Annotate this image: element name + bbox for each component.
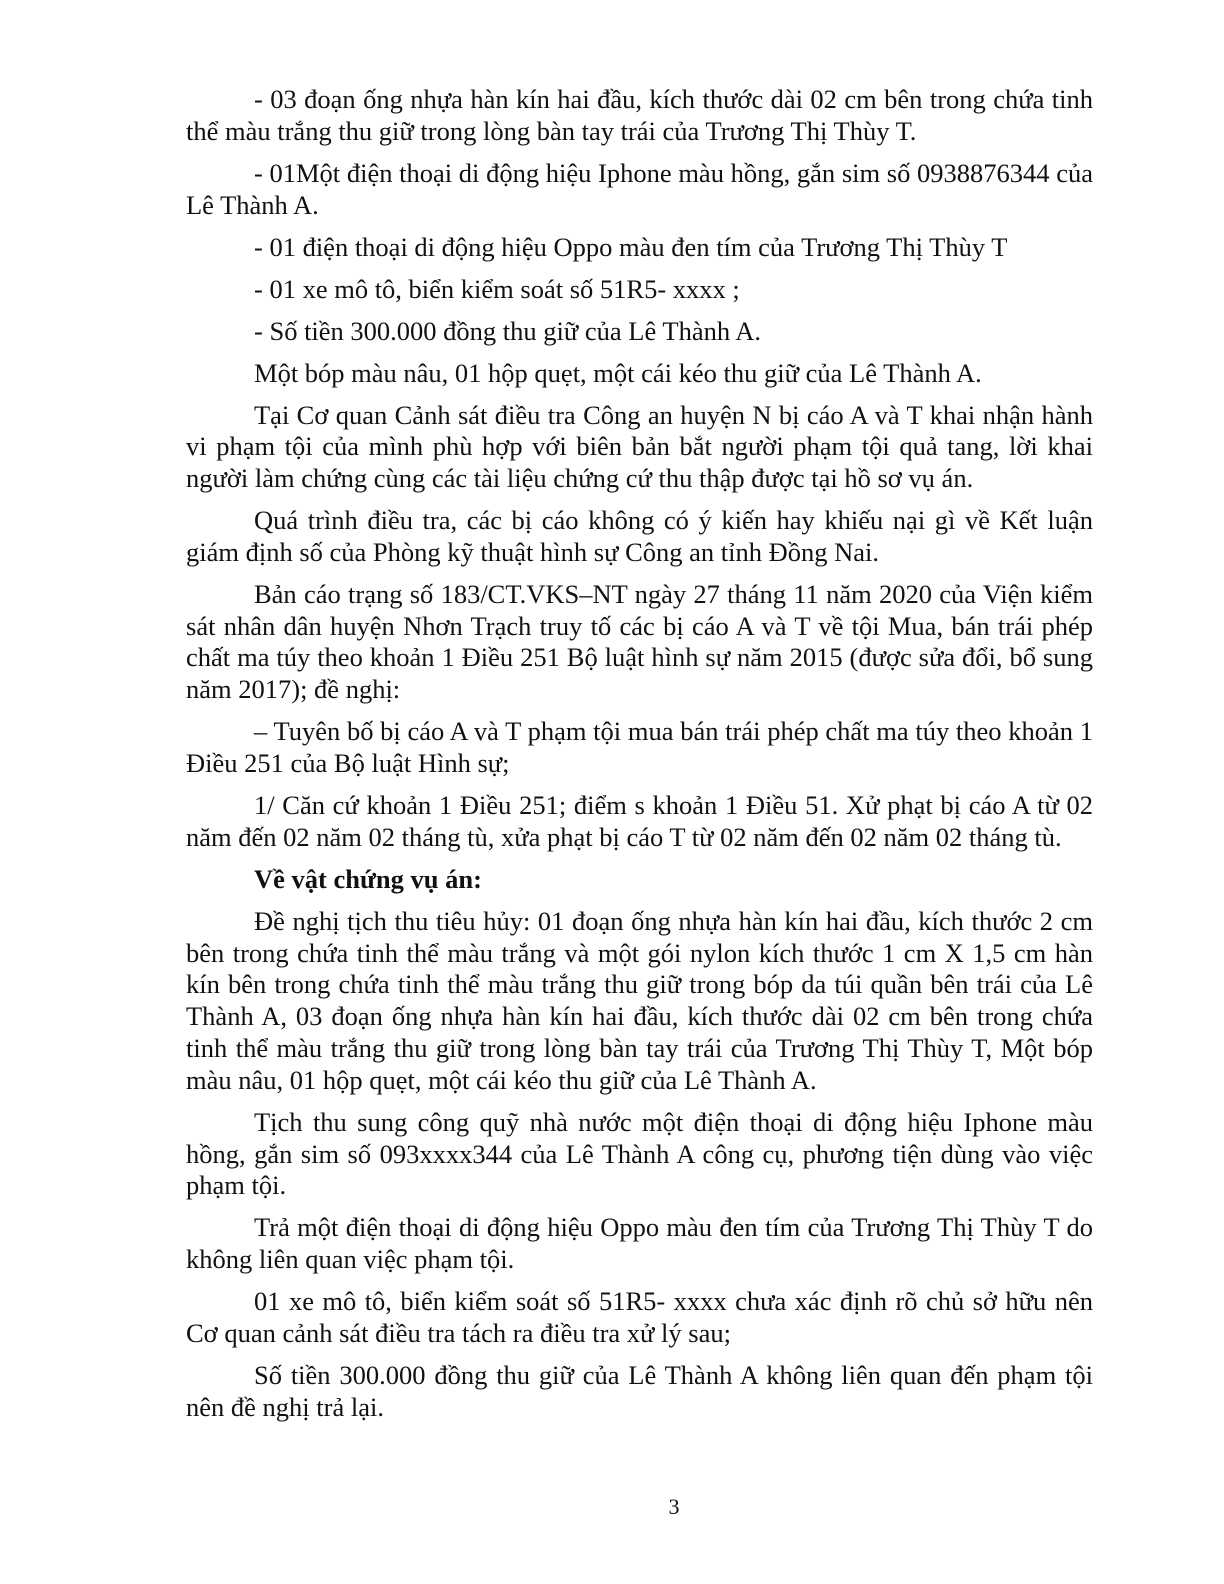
paragraph: Một bóp màu nâu, 01 hộp quẹt, một cái kéo thu giữ của Lê Thành A. [254, 357, 982, 388]
evidence-list-item: - Số tiền 300.000 đồng thu giữ của Lê Thành A. [254, 315, 762, 346]
document-body [186, 84, 1093, 1434]
section-heading: Về vật chứng vụ án: [254, 863, 482, 894]
paragraph: 1/ Căn cứ khoản 1 Điều 251; điểm s khoản 1 Điều 51. Xử phạt bị cáo A từ 02 năm đến 02 năm 02 tháng tù, xửa phạt bị cáo T từ 02 năm đến 02 năm 02 tháng tù. [186, 790, 1093, 852]
paragraph: Quá trình điều tra, các bị cáo không có ý kiến hay khiếu nại gì về Kết luận giám định số của Phòng kỹ thuật hình sự Công an tỉnh Đồng Nai. [186, 505, 1093, 567]
paragraph: Đề nghị tịch thu tiêu hủy: 01 đoạn ống nhựa hàn kín hai đầu, kích thước 2 cm bên trong chứa tinh thể màu trắng và một gói nylon kích thước 1 cm X 1,5 cm hàn kín bên trong chứa tinh thể màu trắng thu giữ trong bóp da túi quần bên trái của Lê Thành A, 03 đoạn ống nhựa hàn kín hai đầu, kích thước dài 02 cm bên trong chứa tinh thể màu trắng thu giữ trong lòng bàn tay trái của Trương Thị Thùy T, Một bóp màu nâu, 01 hộp quẹt, một cái kéo thu giữ của Lê Thành A. [186, 905, 1093, 1095]
evidence-list-item: - 01 xe mô tô, biển kiểm soát số 51R5- xxxx ; [254, 273, 740, 304]
evidence-list-item: - 03 đoạn ống nhựa hàn kín hai đầu, kích thước dài 02 cm bên trong chứa tinh thể màu trắng thu giữ trong lòng bàn tay trái của Trương Thị Thùy T. [186, 84, 1093, 146]
paragraph: Tịch thu sung công quỹ nhà nước một điện thoại di động hiệu Iphone màu hồng, gắn sim số 093xxxx344 của Lê Thành A công cụ, phương tiện dùng vào việc phạm tội. [186, 1106, 1093, 1201]
paragraph: Số tiền 300.000 đồng thu giữ của Lê Thành A không liên quan đến phạm tội nên đề nghị trả lại. [186, 1359, 1093, 1422]
paragraph: Bản cáo trạng số 183/CT.VKS–NT ngày 27 tháng 11 năm 2020 của Viện kiểm sát nhân dân huyện Nhơn Trạch truy tố các bị cáo A và T về tội Mua, bán trái phép chất ma túy theo khoản 1 Điều 251 Bộ luật hình sự năm 2015 (được sửa đổi, bổ sung năm 2017); đề nghị: [186, 578, 1093, 705]
evidence-list-item: - 01Một điện thoại di động hiệu Iphone màu hồng, gắn sim số 0938876344 của Lê Thành A. [186, 157, 1093, 220]
paragraph: Trả một điện thoại di động hiệu Oppo màu đen tím của Trương Thị Thùy T do không liên quan việc phạm tội. [186, 1212, 1093, 1275]
paragraph: Tại Cơ quan Cảnh sát điều tra Công an huyện N bị cáo A và T khai nhận hành vi phạm tội của mình phù hợp với biên bản bắt người phạm tội quả tang, lời khai người làm chứng cùng các tài liệu chứng cứ thu thập được tại hồ sơ vụ án. [186, 399, 1093, 494]
page-number: 3 [668, 1494, 680, 1519]
evidence-list-item: - 01 điện thoại di động hiệu Oppo màu đen tím của Trương Thị Thùy T [254, 231, 1008, 262]
paragraph: 01 xe mô tô, biển kiểm soát số 51R5- xxxx chưa xác định rõ chủ sở hữu nên Cơ quan cảnh sát điều tra tách ra điều tra xử lý sau; [186, 1286, 1093, 1348]
paragraph: – Tuyên bố bị cáo A và T phạm tội mua bán trái phép chất ma túy theo khoản 1 Điều 251 của Bộ luật Hình sự; [186, 716, 1093, 779]
